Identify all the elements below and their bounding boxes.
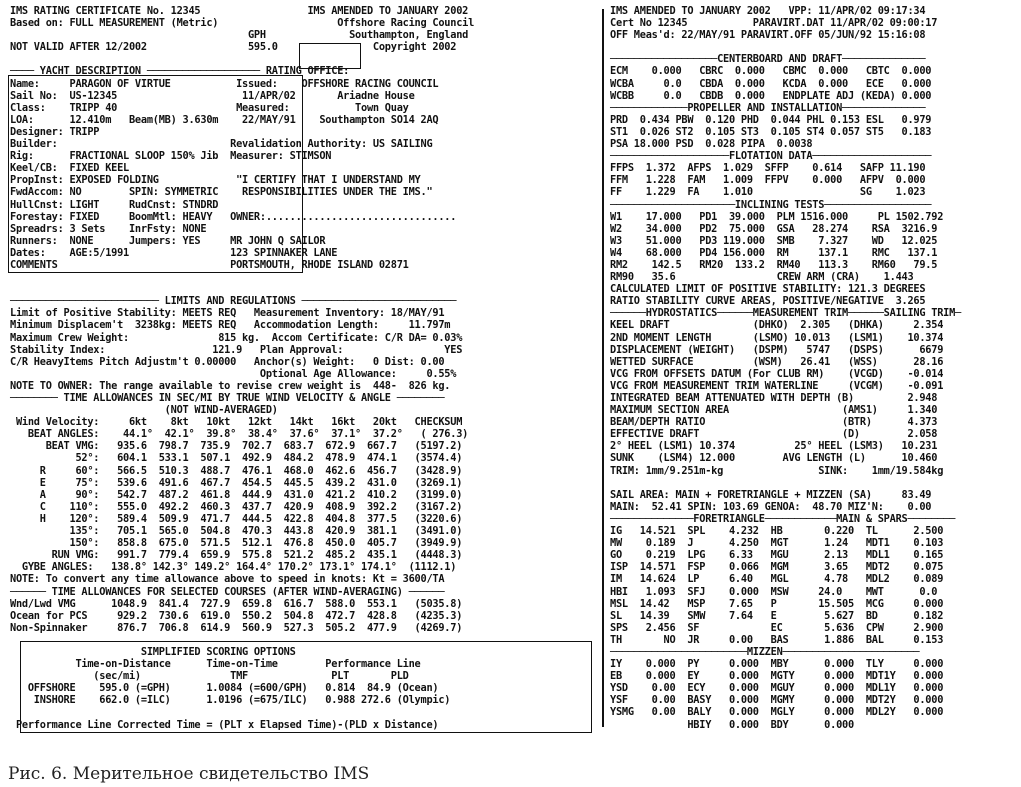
right-column-line: OFF Meas'd: 22/MAY/91 PARAVIRT.OFF 05/JUN/92 15:16:08 — [610, 29, 926, 42]
right-column-line: DISPLACEMENT (WEIGHT) (DSPM) 5747 (DSPS) 6679 — [610, 343, 944, 356]
right-column-line: TRIM: 1mm/9.251m-kg SINK: 1mm/19.584kg — [610, 464, 944, 477]
column-divider — [602, 9, 604, 727]
right-column-line: ──────────────FORETRIANGLE────────────MAIN & SPARS──────── — [610, 512, 956, 525]
left-column-line: Non-Spinnaker 876.7 706.8 614.9 560.9 527.3 505.2 477.9 (4269.7) — [10, 621, 463, 634]
left-column-line: Forestay: FIXED BoomMtl: HEAVY OWNER:................................ — [10, 210, 457, 223]
right-column-line: SUNK (LSM4) 12.000 AVG LENGTH (L) 10.460 — [610, 452, 938, 465]
left-column-line: PropInst: EXPOSED FOLDING "I CERTIFY THAT I UNDERSTAND MY — [10, 174, 421, 187]
left-column-line: Rig: FRACTIONAL SLOOP 150% Jib Measurer: STIMSON — [10, 150, 332, 163]
right-column-line: PRD 0.434 PBW 0.120 PHD 0.044 PHL 0.153 ESL 0.979 — [610, 113, 932, 126]
right-column-line: EFFECTIVE DRAFT (D) 2.058 — [610, 428, 938, 441]
left-column-line: BEAT ANGLES: 44.1° 42.1° 39.8° 38.4° 37.6° 37.1° 37.2° ( 276.3) — [10, 428, 469, 441]
right-column-line: RM90 35.6 CREW ARM (CRA) 1.443 — [610, 271, 914, 284]
left-column-line: C 110°: 555.0 492.2 460.3 437.7 420.9 408.9 392.2 (3167.2) — [10, 500, 463, 513]
right-column-line: EB 0.000 EY 0.000 MGTY 0.000 MDT1Y 0.000 — [610, 670, 944, 683]
left-column-line: Stability Index: 121.9 Plan Approval: YES — [10, 343, 463, 356]
right-column-line: MAXIMUM SECTION AREA (AMS1) 1.340 — [610, 404, 938, 417]
left-column-line — [10, 283, 596, 295]
right-column-line — [610, 41, 1018, 53]
left-column-line: BEAT VMG: 935.6 798.7 735.9 702.7 683.7 672.9 667.7 (5197.2) — [10, 440, 463, 453]
left-column-line: A 90°: 542.7 487.2 461.8 444.9 431.0 421.2 410.2 (3199.0) — [10, 488, 463, 501]
left-column-line: Time-on-Distance Time-on-Time Performance Line — [10, 658, 421, 671]
left-column-line: (sec/mi) TMF PLT PLD — [10, 670, 409, 683]
left-column-line: IMS RATING CERTIFICATE No. 12345 IMS AMENDED TO JANUARY 2002 — [10, 5, 469, 17]
right-column-line: W4 68.000 PD4 156.000 RM 137.1 RMC 137.1 — [610, 246, 938, 259]
right-column-line: Cert No 12345 PARAVIRT.DAT 11/APR/02 09:00:17 — [610, 17, 938, 30]
right-column-line: MAIN: 52.41 SPIN: 103.69 GENOA: 48.70 MIZ'N: 0.00 — [610, 500, 932, 513]
left-column-line: Name: PARAGON OF VIRTUE Issued: OFFSHORE RACING COUNCIL — [10, 77, 439, 90]
right-column-line: ─────────────PROPELLER AND INSTALLATION────────────── — [610, 101, 926, 114]
right-column-line: HBI 1.093 SFJ 0.000 MSW 24.0 MWT 0.0 — [610, 585, 938, 598]
right-column-line: CALCULATED LIMIT OF POSITIVE STABILITY: 121.3 DEGREES — [610, 283, 926, 296]
left-column-line: Minimum Displacem't 3238kg: MEETS REQ Accommodation Length: 11.797m — [10, 319, 451, 332]
right-column-line: RATIO STABILITY CURVE AREAS, POSITIVE/NEGATIVE 3.265 — [610, 295, 926, 308]
right-column-line: W2 34.000 PD2 75.000 GSA 28.274 RSA 3216.9 — [610, 222, 938, 235]
left-column-line — [10, 271, 596, 283]
left-column-line: 52°: 604.1 533.1 507.1 492.9 484.2 478.9 474.1 (3574.4) — [10, 452, 463, 465]
certificate-left-column — [10, 5, 596, 731]
right-column-line: W3 51.000 PD3 119.000 SMB 7.327 WD 12.025 — [610, 234, 938, 247]
right-column-line: WCBA 0.0 CBDA 0.000 KCDA 0.000 ECE 0.000 — [610, 77, 932, 90]
right-column-line: YSF 0.00 BASY 0.000 MGMY 0.000 MDT2Y 0.000 — [610, 694, 944, 707]
right-column-line: VCG FROM OFFSETS DATUM (For CLUB RM) (VCGD) -0.014 — [610, 367, 944, 380]
left-column-line — [10, 634, 596, 646]
left-column-line: Optional Age Allowance: 0.55% — [10, 367, 457, 380]
left-column-line: RUN VMG: 991.7 779.4 659.9 575.8 521.2 485.2 435.1 (4448.3) — [10, 549, 463, 562]
right-column-line: IMS AMENDED TO JANUARY 2002 VPP: 11/APR/02 09:17:34 — [610, 5, 926, 17]
right-column-line: WCBB 0.0 CBDB 0.000 ENDPLATE ADJ (KEDA) 0.000 — [610, 89, 932, 102]
right-column-line: WETTED SURFACE (WSM) 26.41 (WSS) 28.16 — [610, 355, 944, 368]
left-column-line: GPH Southampton, England — [10, 29, 469, 42]
right-column-line: FF 1.229 FA 1.010 SG 1.023 — [610, 186, 926, 199]
left-column-line: OFFSHORE 595.0 (=GPH) 1.0084 (=600/GPH) 0.814 84.9 (Ocean) — [10, 682, 439, 695]
right-column-line: VCG FROM MEASUREMENT TRIM WATERLINE (VCGM) -0.091 — [610, 379, 944, 392]
right-column-line: YSMG 0.00 BALY 0.000 MGLY 0.000 MDL2Y 0.000 — [610, 706, 944, 719]
right-column-line: TH NO JR 0.00 BAS 1.886 BAL 0.153 — [610, 633, 944, 646]
left-column-line: Ocean for PCS 929.2 730.6 619.0 550.2 504.8 472.7 428.8 (4235.3) — [10, 609, 463, 622]
left-column-line: GYBE ANGLES: 138.8° 142.3° 149.2° 164.4° 170.2° 173.1° 174.1° (1112.1) — [10, 561, 457, 574]
left-column-line: E 75°: 539.6 491.6 467.7 454.5 445.5 439.2 431.0 (3269.1) — [10, 476, 463, 489]
left-column-line — [10, 706, 596, 718]
right-column-line: GO 0.219 LPG 6.33 MGU 2.13 MDL1 0.165 — [610, 549, 944, 562]
left-column-line: Based on: FULL MEASUREMENT (Metric) Offshore Racing Council — [10, 17, 475, 30]
right-column-line: HBIY 0.000 BDY 0.000 — [610, 718, 854, 731]
left-column-line: Spreadrs: 3 Sets InrFsty: NONE — [10, 222, 207, 235]
right-column-line: ECM 0.000 CBRC 0.000 CBMC 0.000 CBTC 0.000 — [610, 65, 932, 78]
left-column-line: 135°: 705.1 565.0 504.8 470.3 443.8 420.9 381.1 (3491.0) — [10, 525, 463, 538]
left-column-line: NOTE: To convert any time allowance above to speed in knots: Kt = 3600/TA — [10, 573, 445, 586]
left-column-line: INSHORE 662.0 (=ILC) 1.0196 (=675/ILC) 0.988 272.6 (Olympic) — [10, 694, 451, 707]
left-column-line — [10, 53, 596, 65]
right-column-line — [610, 477, 1018, 489]
right-column-line: PSA 18.000 PSD 0.028 PIPA 0.0038 — [610, 138, 813, 151]
ims-rating-certificate — [6, 5, 1018, 730]
certificate-right-column — [610, 5, 1018, 731]
left-column-line: Wind Velocity: 6kt 8kt 10kt 12kt 14kt 16kt 20kt CHECKSUM — [10, 416, 463, 429]
right-column-line: ───────────────────────MIZZEN─────────────────────── — [610, 645, 920, 658]
right-column-line: SPS 2.456 SF EC 5.636 CPW 2.900 — [610, 621, 944, 634]
right-column-line: ──────────────────CENTERBOARD AND DRAFT────────────── — [610, 53, 926, 66]
left-column-line: ──────── TIME ALLOWANCES IN SEC/MI BY TRUE WIND VELOCITY & ANGLE ──────── — [10, 392, 445, 404]
right-column-line: ────────────────────FLOTATION DATA──────────────────── — [610, 150, 932, 163]
left-column-line: Performance Line Corrected Time = (PLT x Elapsed Time)-(PLD x Distance) — [10, 718, 439, 731]
left-column-line: SIMPLIFIED SCORING OPTIONS — [10, 645, 296, 658]
right-column-line: ─────────────────────INCLINING TESTS────────────────── — [610, 198, 932, 211]
left-column-line: Keel/CB: FIXED KEEL — [10, 162, 129, 175]
right-column-line: INTEGRATED BEAM ATTENUATED WITH DEPTH (B) 2.948 — [610, 392, 938, 404]
left-column-line: Wnd/Lwd VMG 1048.9 841.4 727.9 659.8 616.7 588.0 553.1 (5035.8) — [10, 597, 463, 610]
figure-caption: Рис. 6. Мерительное свидетельство IMS — [8, 764, 370, 784]
left-column-line: Designer: TRIPP — [10, 125, 100, 138]
right-column-line: ISP 14.571 FSP 0.066 MGM 3.65 MDT2 0.075 — [610, 561, 944, 574]
left-column-line: ──── YACHT DESCRIPTION ─────────────────── RATING OFFICE: — [10, 65, 350, 78]
right-column-line: 2° HEEL (LSM1) 10.374 25° HEEL (LSM3) 10.231 — [610, 440, 938, 453]
left-column-line: C/R HeavyItems Pitch Adjustm't 0.00000 Anchor(s) Weight: 0 Dist: 0.00 — [10, 355, 445, 368]
left-column-line: COMMENTS PORTSMOUTH, RHODE ISLAND 02871 — [10, 258, 409, 271]
right-column-line: SAIL AREA: MAIN + FORETRIANGLE + MIZZEN (SA) 83.49 — [610, 488, 932, 501]
right-column-line: KEEL DRAFT (DHKO) 2.305 (DHKA) 2.354 — [610, 319, 944, 332]
left-column-line: HullCnst: LIGHT RudCnst: STNDRD — [10, 198, 219, 211]
left-column-line: Runners: NONE Jumpers: YES MR JOHN Q SAILOR — [10, 234, 326, 247]
left-column-line: Dates: AGE:5/1991 123 SPINNAKER LANE — [10, 246, 338, 259]
left-column-line: R 60°: 566.5 510.3 488.7 476.1 468.0 462.6 456.7 (3428.9) — [10, 464, 463, 477]
left-column-line: (NOT WIND-AVERAGED) — [10, 404, 278, 417]
right-column-line: RM2 142.5 RM20 133.2 RM40 113.3 RM60 79.5 — [610, 258, 938, 271]
right-column-line: FFM 1.228 FAM 1.009 FFPV 0.000 AFPV 0.000 — [610, 174, 926, 187]
left-column-line: FwdAccom: NO SPIN: SYMMETRIC RESPONSIBILITIES UNDER THE IMS." — [10, 186, 433, 199]
left-column-line: Builder: Revalidation Authority: US SAILING — [10, 138, 433, 151]
right-column-line: 2ND MOMENT LENGTH (LSMO) 10.013 (LSM1) 10.374 — [610, 331, 944, 344]
left-column-line: ───────────────────────── LIMITS AND REGULATIONS ────────────────────────── — [10, 295, 457, 308]
left-column-line: ────── TIME ALLOWANCES FOR SELECTED COURSES (AFTER WIND-AVERAGING) ────── — [10, 585, 445, 598]
left-column-line: LOA: 12.410m Beam(MB) 3.630m 22/MAY/91 Southampton SO14 2AQ — [10, 113, 439, 126]
left-column-line: NOT VALID AFTER 12/2002 595.0 Copyright 2002 — [10, 41, 457, 54]
left-column-line: 150°: 858.8 675.0 571.5 512.1 476.8 450.0 405.7 (3949.9) — [10, 537, 463, 550]
right-column-line: YSD 0.00 ECY 0.000 MGUY 0.000 MDL1Y 0.000 — [610, 682, 944, 695]
right-column-line: ──────HYDROSTATICS──────MEASUREMENT TRIM──────SAILING TRIM─ — [610, 307, 962, 320]
left-column-line: NOTE TO OWNER: The range available to revise crew weight is 448- 826 kg. — [10, 379, 451, 392]
left-column-line: Class: TRIPP 40 Measured: Town Quay — [10, 101, 409, 114]
left-column-line: Sail No: US-12345 11/APR/02 Ariadne House — [10, 89, 415, 102]
right-column-line: MW 0.189 J 4.250 MGT 1.24 MDT1 0.103 — [610, 537, 944, 550]
right-column-line: IG 14.521 SPL 4.232 HB 0.220 TL 2.500 — [610, 525, 944, 538]
left-column-line: H 120°: 589.4 509.9 471.7 444.5 422.8 404.8 377.5 (3220.6) — [10, 512, 463, 525]
right-column-line: FFPS 1.372 AFPS 1.029 SFFP 0.614 SAFP 11.190 — [610, 162, 926, 175]
left-column-line: Limit of Positive Stability: MEETS REQ Measurement Inventory: 18/MAY/91 — [10, 307, 445, 320]
left-column-line: Maximum Crew Weight: 815 kg. Accom Certificate: C/R DA= 0.03% — [10, 331, 463, 344]
right-column-line: MSL 14.42 MSP 7.65 P 15.505 MCG 0.000 — [610, 597, 944, 610]
right-column-line: IY 0.000 PY 0.000 MBY 0.000 TLY 0.000 — [610, 658, 944, 671]
right-column-line: W1 17.000 PD1 39.000 PLM 1516.000 PL 1502.792 — [610, 210, 944, 223]
right-column-line: IM 14.624 LP 6.40 MGL 4.78 MDL2 0.089 — [610, 573, 944, 586]
right-column-line: BEAM/DEPTH RATIO (BTR) 4.373 — [610, 416, 938, 429]
right-column-line: ST1 0.026 ST2 0.105 ST3 0.105 ST4 0.057 ST5 0.183 — [610, 125, 932, 138]
right-column-line: SL 14.39 SMW 7.64 E 5.627 BD 0.182 — [610, 609, 944, 622]
